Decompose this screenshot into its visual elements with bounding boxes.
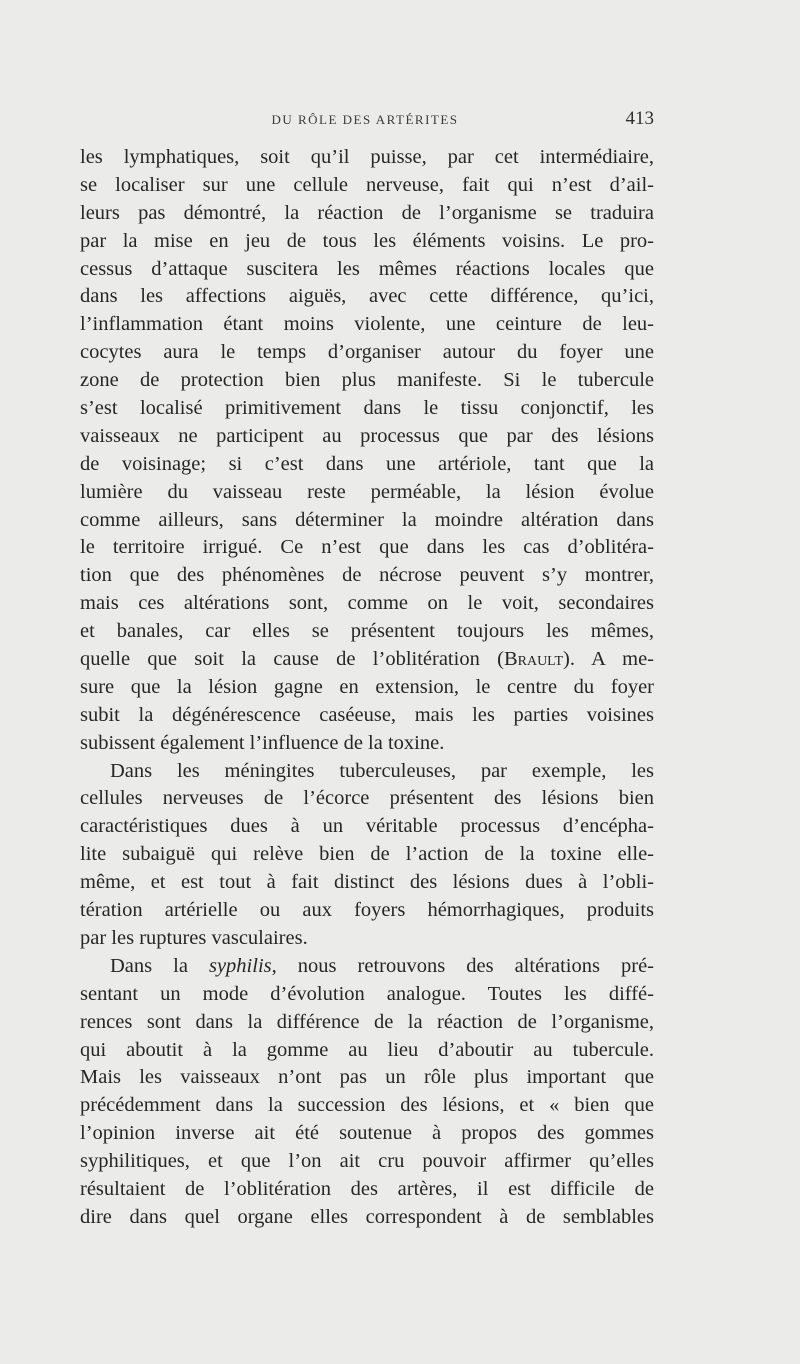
text-line: cocytes aura le temps d’organiser autour du foyer une — [80, 341, 654, 364]
text-line: les lymphatiques, soit qu’il puisse, par cet intermédiaire, — [80, 146, 654, 168]
text-line: l’inflammation étant moins violente, une ceinture de leu- — [80, 313, 654, 336]
body-text — [80, 144, 654, 1232]
text-line: subit la dégénérescence caséeuse, mais les parties voisines — [80, 703, 654, 726]
text-line: Mais les vaisseaux n’ont pas un rôle plus important que — [80, 1066, 654, 1089]
text-line: vaisseaux ne participent au processus que par des lésions — [80, 424, 654, 447]
text-line: dans les affections aiguës, avec cette différence, qu’ici, — [80, 285, 654, 308]
text-segment: Dans la — [110, 954, 209, 977]
text-line: lite subaiguë qui relève bien de l’action de la toxine elle- — [80, 843, 654, 866]
text-line: cellules nerveuses de l’écorce présentent des lésions bien — [80, 787, 654, 810]
text-line: dire dans quel organe elles correspondent à de semblables — [80, 1205, 654, 1228]
text-line: rences sont dans la différence de la réaction de l’organisme, — [80, 1010, 654, 1033]
text-line: lumière du vaisseau reste perméable, la lésion évolue — [80, 480, 654, 503]
text-line: Dans les méningites tuberculeuses, par exemple, les — [110, 759, 654, 782]
text-line: qui aboutit à la gomme au lieu d’aboutir au tubercule. — [80, 1038, 654, 1061]
text-line: cessus d’attaque suscitera les mêmes réactions locales que — [80, 257, 654, 280]
text-line: même, et est tout à fait distinct des lésions dues à l’obli- — [80, 871, 654, 894]
text-line: par les ruptures vasculaires. — [80, 926, 308, 949]
text-line: l’opinion inverse ait été soutenue à propos des gommes — [80, 1122, 654, 1145]
text-line: de voisinage; si c’est dans une artériole, tant que la — [80, 452, 654, 475]
text-line: et banales, car elles se présentent toujours les mêmes, — [80, 620, 654, 643]
page-header — [80, 108, 654, 136]
text-line: sure que la lésion gagne en extension, le centre du foyer — [80, 675, 654, 698]
author-name: Brault — [503, 648, 564, 671]
text-line: leurs pas démontré, la réaction de l’organisme se traduira — [80, 201, 654, 224]
text-line: résultaient de l’oblitération des artères, il est difficile de — [80, 1177, 654, 1200]
text-line: sentant un mode d’évolution analogue. Toutes les diffé- — [80, 982, 654, 1005]
text-line: s’est localisé primitivement dans le tissu conjonctif, les — [80, 397, 654, 420]
text-line: mais ces altérations sont, comme on le voit, secondaires — [80, 592, 654, 615]
text-line: par la mise en jeu de tous les éléments voisins. Le pro- — [80, 229, 654, 252]
text-line: tération artérielle ou aux foyers hémorrhagiques, produits — [80, 899, 654, 922]
text-segment: , nous retrouvons des altérations pré- — [271, 954, 654, 977]
text-line: syphilitiques, et que l’on ait cru pouvoir affirmer qu’elles — [80, 1150, 654, 1173]
disease-name: syphilis — [208, 954, 272, 977]
text-line: précédemment dans la succession des lésions, et « bien que — [80, 1094, 654, 1117]
page-number: 413 — [625, 108, 654, 129]
text-line: se localiser sur une cellule nerveuse, fait qui n’est d’ail- — [80, 173, 654, 196]
text-line: comme ailleurs, sans déterminer la moindre altération dans — [80, 508, 654, 531]
text-line: tion que des phénomènes de nécrose peuvent s’y montrer, — [80, 564, 654, 587]
text-line: caractéristiques dues à un véritable processus d’encépha- — [80, 815, 654, 838]
text-line — [80, 646, 654, 674]
text-segment: ). A me- — [563, 648, 654, 671]
text-line: subissent également l’influence de la toxine. — [80, 731, 445, 754]
running-head: DU RÔLE DES ARTÉRITES — [271, 112, 459, 127]
text-segment: quelle que soit la cause de l’oblitération ( — [80, 648, 504, 671]
text-line — [80, 953, 654, 981]
text-line: le territoire irrigué. Ce n’est que dans les cas d’oblitéra- — [80, 536, 654, 559]
text-line: zone de protection bien plus manifeste. Si le tubercule — [80, 369, 654, 392]
